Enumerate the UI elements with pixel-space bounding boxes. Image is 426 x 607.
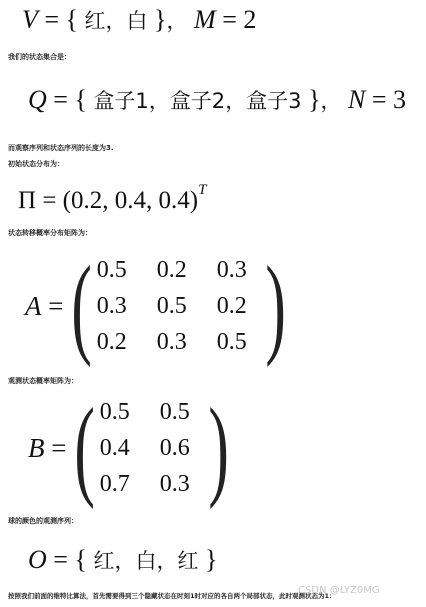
observation-3: 红 bbox=[177, 549, 199, 573]
close-brace: } bbox=[154, 5, 167, 34]
matrix-b-grid bbox=[100, 399, 204, 498]
transpose-superscript: T bbox=[198, 182, 207, 198]
matrix-a-cell: 0.5 bbox=[156, 292, 187, 319]
symbol-pi: Π bbox=[18, 187, 37, 214]
state-box-1: 盒子1 bbox=[93, 89, 149, 113]
symbol-o: O bbox=[28, 545, 47, 574]
matrix-b-cell: 0.4 bbox=[99, 434, 130, 461]
separator: ， bbox=[114, 549, 136, 573]
caption-sequence-length: 而观察序列和状态序列的长度为3. bbox=[8, 144, 114, 152]
symbol-q: Q bbox=[28, 85, 47, 114]
caption-observation-sequence: 球的颜色的观测序列： bbox=[8, 517, 78, 525]
matrix-a-grid bbox=[97, 257, 261, 356]
matrix-a-cell: 0.3 bbox=[96, 292, 127, 319]
separator: ， bbox=[156, 549, 178, 573]
separator: ， bbox=[105, 9, 127, 33]
matrix-b-cell: 0.5 bbox=[159, 398, 190, 425]
matrix-a-cell: 0.3 bbox=[216, 256, 247, 283]
matrix-a bbox=[25, 244, 294, 368]
equation-observation-sequence bbox=[28, 545, 217, 575]
symbol-b: B = bbox=[28, 432, 67, 463]
equation-state-set bbox=[28, 85, 406, 115]
equation-initial-distribution bbox=[18, 182, 206, 215]
csdn-watermark: CSDN @LYZ0MG bbox=[298, 585, 380, 596]
m-value: = 2 bbox=[222, 5, 257, 34]
matrix-b-cell: 0.5 bbox=[99, 398, 130, 425]
n-value: = 3 bbox=[371, 85, 407, 114]
matrix-a-cell: 0.3 bbox=[156, 328, 187, 355]
separator: ， bbox=[148, 89, 170, 113]
symbol-m: M bbox=[194, 5, 216, 34]
matrix-a-cell: 0.2 bbox=[216, 292, 247, 319]
matrix-b bbox=[28, 386, 237, 510]
symbol-n: N bbox=[348, 85, 366, 114]
separator: ， bbox=[225, 89, 247, 113]
observation-1: 红 bbox=[93, 549, 115, 573]
caption-emission-matrix: 观测状态概率矩阵为： bbox=[8, 377, 78, 385]
symbol-v: V bbox=[22, 5, 38, 34]
observation-2: 白 bbox=[135, 549, 157, 573]
close-brace: } bbox=[204, 545, 218, 574]
observation-white: 白 bbox=[126, 9, 148, 33]
right-paren: ) bbox=[208, 386, 229, 510]
matrix-b-cell: 0.7 bbox=[99, 470, 130, 497]
matrix-b-cell: 0.3 bbox=[159, 470, 190, 497]
symbol-a: A = bbox=[25, 290, 64, 321]
equals-open-brace: = { bbox=[44, 5, 79, 34]
equals-open-brace: = { bbox=[53, 545, 87, 574]
matrix-a-cell: 0.5 bbox=[216, 328, 247, 355]
state-box-3: 盒子3 bbox=[246, 89, 302, 113]
observation-red: 红 bbox=[84, 9, 106, 33]
equation-observation-set bbox=[22, 5, 256, 35]
caption-states: 我们的状态集合是： bbox=[8, 53, 71, 61]
caption-initial-distribution: 初始状态分布为： bbox=[8, 160, 64, 168]
separator: ， bbox=[320, 89, 342, 113]
matrix-a-cell: 0.2 bbox=[156, 256, 187, 283]
initial-vector: = (0.2, 0.4, 0.4) bbox=[42, 187, 199, 214]
matrix-b-cell: 0.6 bbox=[159, 434, 190, 461]
state-box-2: 盒子2 bbox=[169, 89, 226, 113]
footer-paragraph: 按照我们前面的维特比算法，首先需要得到三个隐藏状态在时刻1时对应的各自两个局部状态，此时观测状态为1： bbox=[8, 592, 336, 600]
right-paren: ) bbox=[265, 244, 286, 368]
left-paren: ( bbox=[71, 244, 93, 368]
equals-open-brace: = { bbox=[53, 85, 87, 114]
left-paren: ( bbox=[74, 386, 96, 510]
separator: ， bbox=[166, 9, 188, 33]
matrix-a-cell: 0.5 bbox=[96, 256, 127, 283]
matrix-a-cell: 0.2 bbox=[96, 328, 127, 355]
caption-transition-matrix: 状态转移概率分布矩阵为： bbox=[8, 229, 92, 237]
close-brace: } bbox=[308, 85, 321, 114]
